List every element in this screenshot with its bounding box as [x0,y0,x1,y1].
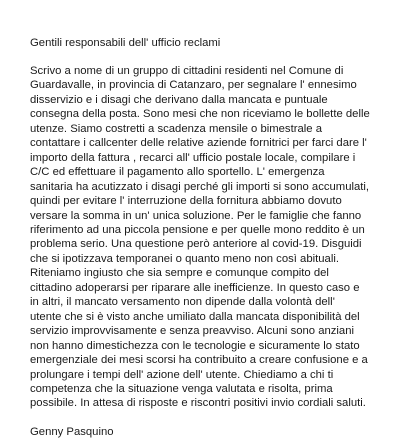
body-line: Riteniamo ingiusto che sia sempre e comunque compito del [30,267,329,280]
body-line: che si ipotizzava temporanei o quanto meno non così abituali. [30,252,339,265]
body-line: C/C ed effettuare il pagamento allo sportello. L' emergenza [30,166,325,179]
body-line: utenze. Siamo costretti a scadenza mensile o bimestrale a [30,122,322,135]
body-line: quindi per evitare l' interruzione della fornitura abbiamo dovuto [30,195,342,208]
letter-greeting: Gentili responsabili dell' ufficio reclami [30,37,221,49]
letter-signature: Genny Pasquino [30,425,114,438]
body-line: disservizio e i disagi che derivano dalla mancata e puntuale [30,93,328,106]
body-line: Scrivo a nome di un gruppo di cittadini residenti nel Comune di [30,65,344,77]
body-line: prolungare i tempi dell' azione dell' utente. Chiediamo a chi ti [30,368,334,381]
body-line: importo della fattura , recarci all' ufficio postale locale, compilare i [30,151,356,164]
body-line: versare la somma in un' unica soluzione. Per le famiglie che fanno [30,209,362,222]
body-line: sanitaria ha acutizzato i disagi perché gli importi si sono accumulati, [30,180,370,193]
body-line: competenza che la situazione venga valutata e risolta, prima [30,382,333,395]
body-line: cittadino adoperarsi per riparare alle inefficienze. In questo caso e [30,281,360,294]
body-line: Guardavalle, in provincia di Catanzaro, per segnalare l' ennesimo [30,79,357,92]
body-line: consegna della posta. Sono mesi che non riceviamo le bollette delle [30,108,370,121]
body-line: emergenziale dei mesi scorsi ha contribuito a creare confusione e a [30,354,368,367]
body-line: utente che si è visto anche umiliato dalla mancata disponibilità del [30,310,360,323]
letter-body [30,64,402,411]
body-line: problema serio. Una questione però anteriore al covid-19. Disguidi [30,238,362,251]
body-line: contattare i callcenter delle relative aziende fornitrici per farci dare l' [30,137,367,150]
body-line: in altri, il mancato versamento non dipende dalla volontà dell' [30,296,335,309]
body-line: riferimento ad una piccola pensione e per quelle mono reddito è un [30,223,365,236]
body-line: non hanno dimestichezza con le tecnologie e sicuramente lo stato [30,339,360,352]
letter [30,36,402,439]
body-line: servizio improvvisamente e senza preavviso. Alcuni sono anziani [30,325,355,338]
body-line: possibile. In attesa di risposte e riscontri positivi invio cordiali saluti. [30,397,366,410]
